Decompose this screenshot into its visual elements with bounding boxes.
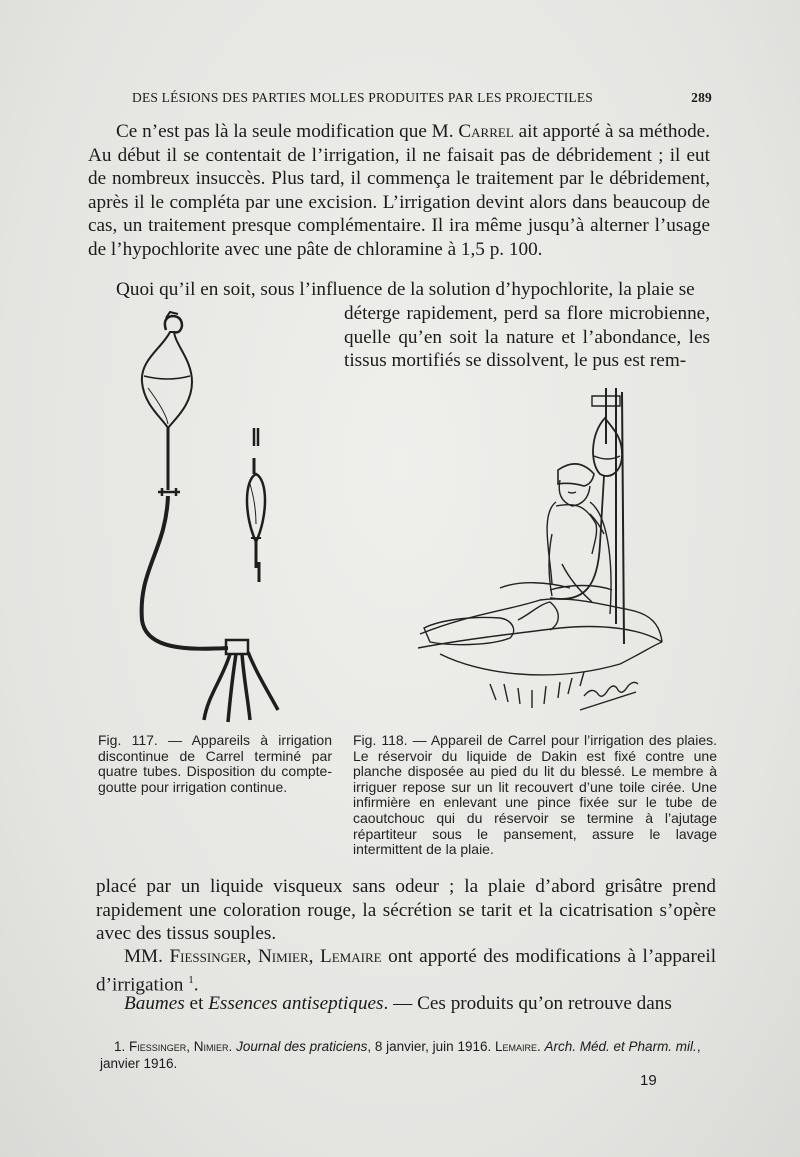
fn-journal-praticiens: Journal des praticiens [236,1039,368,1054]
paragraph-2-wrapped [344,302,710,373]
p3-text: placé par un liquide visqueux sans odeur ; la plaie d’abord grisâtre prend rapidement une coloration rouge, la sécrétion se tarit et la cicatrisation s’opère avec des tissus souples. [96,876,716,945]
p1-text-b: ait apporté à sa méthode. Au début il se contentait de l’irrigation, il ne faisait pas de débridement ; il eut de nombreux insuccès. Plus tard, il commença le traitement par le débridement, après il le compléta par une excision. L’irrigation devint alors dans beaucoup de cas, un traitement presque complémentaire. Il ira même jusqu’à alterner l’usage de l’hypochlorite avec une pâte de chloramine à 1,5 p. 100. [88,121,710,260]
page-number: 289 [691,90,712,105]
p1-name-carrel: Carrel [458,121,514,142]
p4-sep2: , [308,946,320,967]
p4-end: . [193,973,199,995]
p1-text-a: Ce n’est pas là la seule modification que M. [116,121,459,142]
p5-rest: . — Ces produits qu’on retrouve dans [383,993,672,1014]
footnote-ref[interactable]: 1 [188,973,194,986]
p4-lemaire: Lemaire [320,946,382,967]
running-title: DES LÉSIONS DES PARTIES MOLLES PRODUITES PAR LES PROJECTILES [132,90,594,105]
paragraph-5 [96,992,716,1016]
paragraph-4 [96,945,716,997]
artist-signature-icon [580,682,638,710]
caption-fig-117: Fig. 117. — Appareils à irrigation discontinue de Carrel terminé par quatre tubes. Disposition du compte-goutte pour irrigation continue. [98,732,332,795]
fn-author-fiessinger: Fiessinger [129,1039,187,1054]
p4-fiessinger: Fiessinger [169,946,247,967]
fn-author-lemaire: Lemaire [494,1039,537,1054]
p4-sep1: , [246,946,258,967]
figure-118-illustration [400,384,700,724]
caption-fig-118: Fig. 118. — Appareil de Carrel pour l’irrigation des plaies. Le réservoir du liquide de Dakin est fixé contre une planche disposée au pied du lit du blessé. Le membre à irriguer repose sur un lit recouvert d’une toile cirée. Une infirmière en enlevant une pince fixée sur le tube de caoutchouc qui du réservoir se termine à l’ajutage répartiteur sous le pansement, assure le lavage intermittent de la plaie. [353,732,717,858]
p2-wrapped: déterge rapidement, perd sa flore microbienne, quelle qu’en soit la nature et l’abondance, les tissus mortifiés se dissolvent, le pus est rem- [344,303,710,372]
p5-baumes: Baumes [124,993,185,1014]
fn-author-nimier: Nimier [193,1039,229,1054]
p4-mm: MM. [124,946,170,967]
paragraph-3 [96,875,716,946]
signature-number: 19 [640,1072,657,1089]
fn-date2: , janvier 1916. [100,1039,701,1071]
figure-117-illustration [118,300,298,730]
footnote-number: 1. [114,1039,130,1054]
p5-essences: Essences antiseptiques [208,993,384,1014]
paragraph-1 [88,120,710,262]
fn-sep1: , [186,1039,194,1054]
running-head [132,90,712,110]
p4-rest: ont apporté des modifications à l’appareil d’irrigation [96,946,717,995]
footnote [100,1038,720,1072]
fn-sep2: . [228,1039,237,1054]
fn-sep3: . [537,1039,545,1054]
p2-line1: Quoi qu’il en soit, sous l’influence de la solution d’hypochlorite, la plaie se [116,279,695,300]
paragraph-2-first-line [88,278,710,302]
fn-date1: , 8 janvier, juin 1916. [367,1039,495,1054]
p5-mid: et [184,993,209,1014]
p4-nimier: Nimier [257,946,309,967]
fn-journal-arch: Arch. Méd. et Pharm. mil. [544,1039,697,1054]
